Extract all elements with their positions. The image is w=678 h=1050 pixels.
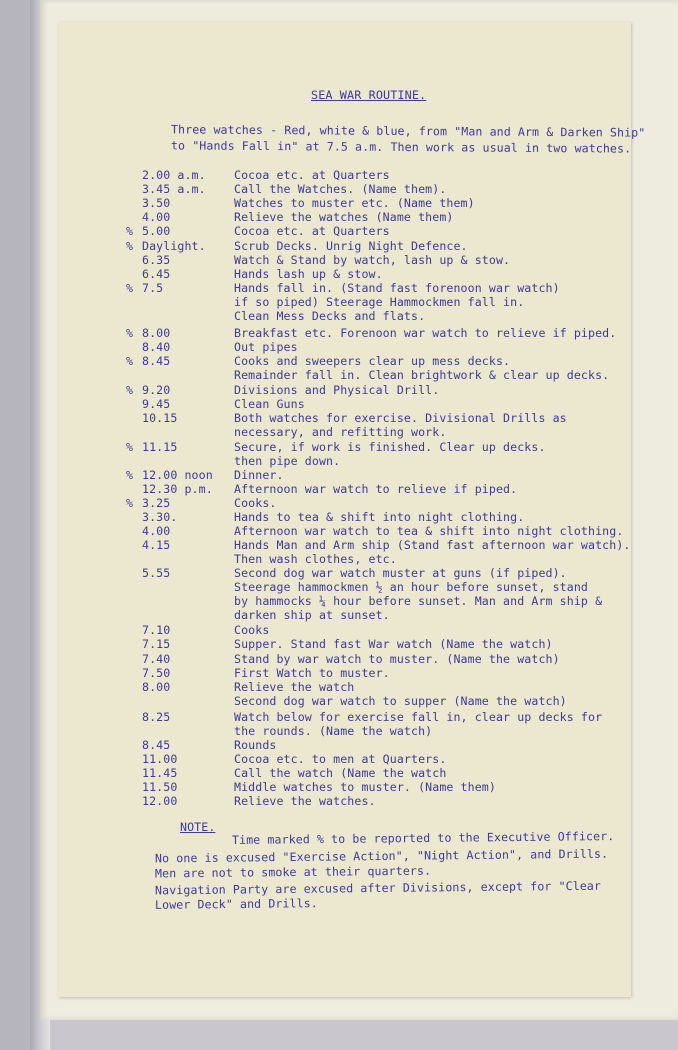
schedule-description: darken ship at sunset. bbox=[234, 608, 390, 622]
schedule-description: Stand by war watch to muster. (Name the watch) bbox=[234, 652, 560, 666]
report-mark: % bbox=[126, 383, 134, 397]
report-mark: % bbox=[126, 440, 134, 454]
schedule-time: 4.00 bbox=[142, 210, 171, 224]
schedule-description: Out pipes bbox=[234, 340, 298, 354]
schedule-row bbox=[126, 510, 631, 525]
schedule-row bbox=[126, 637, 631, 652]
schedule-time: 3.25 bbox=[142, 496, 171, 510]
schedule-time: 4.00 bbox=[142, 524, 171, 538]
schedule-description: Watch & Stand by watch, lash up & stow. bbox=[234, 253, 511, 267]
schedule-description: if so piped) Steerage Hammockmen fall in. bbox=[234, 295, 525, 309]
schedule-time: 3.45 a.m. bbox=[142, 182, 206, 196]
schedule-time: 7.15 bbox=[142, 637, 171, 651]
schedule-row bbox=[126, 267, 631, 282]
schedule-description: Afternoon war watch to relieve if piped. bbox=[234, 482, 518, 496]
schedule-description: Call the watch (Name the watch bbox=[234, 766, 447, 780]
intro-line-1: Three watches - Red, white & blue, from "Man and Arm & Darken Ship" bbox=[170, 122, 646, 140]
schedule-row bbox=[126, 354, 631, 382]
schedule-row bbox=[126, 168, 631, 183]
report-mark: % bbox=[126, 326, 134, 340]
schedule-time: 7.5 bbox=[142, 281, 164, 295]
report-mark: % bbox=[126, 496, 134, 510]
schedule-row bbox=[126, 766, 631, 781]
schedule-description: Steerage hammockmen ½ an hour before sunset, stand bbox=[234, 580, 589, 594]
schedule-time: 11.15 bbox=[142, 440, 178, 454]
schedule-description: Watch below for exercise fall in, clear up decks for bbox=[234, 710, 603, 724]
schedule-row bbox=[126, 496, 631, 511]
report-mark: % bbox=[126, 224, 134, 238]
schedule-description: Cocoa etc. to men at Quarters. bbox=[234, 752, 447, 766]
schedule-description: Both watches for exercise. Divisional Drills as bbox=[234, 411, 567, 425]
schedule-description: Hands lash up & stow. bbox=[234, 267, 383, 281]
schedule-time: 9.45 bbox=[142, 397, 171, 411]
schedule-time: 7.50 bbox=[142, 666, 171, 680]
report-mark: % bbox=[126, 281, 134, 295]
report-mark: % bbox=[126, 354, 134, 368]
schedule-description: Cocoa etc. at Quarters bbox=[234, 168, 390, 182]
report-mark: % bbox=[126, 468, 134, 482]
schedule-row bbox=[126, 182, 631, 197]
schedule-time: 2.00 a.m. bbox=[142, 168, 206, 182]
schedule-time: 9.20 bbox=[142, 383, 171, 397]
schedule-description: Hands fall in. (Stand fast forenoon war watch) bbox=[234, 281, 560, 295]
schedule-description: First Watch to muster. bbox=[234, 666, 390, 680]
schedule-row bbox=[126, 680, 631, 708]
schedule-row bbox=[126, 224, 631, 239]
schedule-row bbox=[126, 281, 631, 323]
schedule-time: 8.00 bbox=[142, 680, 171, 694]
schedule-time: 3.30. bbox=[142, 510, 178, 524]
schedule-row bbox=[126, 397, 631, 412]
schedule-time: 12.00 noon bbox=[142, 468, 213, 482]
schedule-description: Hands Man and Arm ship (Stand fast afternoon war watch). bbox=[234, 538, 631, 552]
schedule-row bbox=[126, 623, 631, 638]
schedule-description: Divisions and Physical Drill. bbox=[234, 383, 440, 397]
schedule-description: by hammocks ¼ hour before sunset. Man and Arm ship & bbox=[234, 594, 603, 608]
schedule-description: Cooks and sweepers clear up mess decks. bbox=[234, 354, 511, 368]
schedule-time: 12.00 bbox=[142, 794, 178, 808]
note-label: NOTE. bbox=[180, 820, 216, 834]
report-mark: % bbox=[126, 239, 134, 253]
schedule-description: Watches to muster etc. (Name them) bbox=[234, 196, 475, 210]
schedule-time: 3.50 bbox=[142, 196, 171, 210]
schedule-row bbox=[126, 340, 631, 355]
schedule-description: Then wash clothes, etc. bbox=[234, 552, 397, 566]
schedule-description: then pipe down. bbox=[234, 454, 341, 468]
schedule-row bbox=[126, 738, 631, 753]
schedule-description: Scrub Decks. Unrig Night Defence. bbox=[234, 239, 468, 253]
schedule-description: Second dog war watch muster at guns (if piped). bbox=[234, 566, 567, 580]
schedule-row bbox=[126, 196, 631, 211]
schedule-row bbox=[126, 383, 631, 398]
schedule-description: Cocoa etc. at Quarters bbox=[234, 224, 390, 238]
schedule-description: Call the Watches. (Name them). bbox=[234, 182, 447, 196]
schedule-row bbox=[126, 326, 631, 341]
schedule-description: Rounds bbox=[234, 738, 277, 752]
schedule-description: necessary, and refitting work. bbox=[234, 425, 447, 439]
schedule-description: Relieve the watches (Name them) bbox=[234, 210, 454, 224]
schedule-row bbox=[126, 710, 631, 738]
schedule-time: 10.15 bbox=[142, 411, 178, 425]
schedule-row bbox=[126, 210, 631, 225]
schedule-row bbox=[126, 538, 631, 566]
schedule-time: Daylight. bbox=[142, 239, 206, 253]
schedule-time: 8.45 bbox=[142, 738, 171, 752]
typed-sheet bbox=[58, 22, 646, 997]
schedule-time: 11.45 bbox=[142, 766, 178, 780]
schedule-row bbox=[126, 468, 631, 483]
note-line-2: Men are not to smoke at their quarters. bbox=[154, 863, 432, 881]
schedule-description: the rounds. (Name the watch) bbox=[234, 724, 433, 738]
schedule-description: Relieve the watches. bbox=[234, 794, 376, 808]
schedule-time: 5.55 bbox=[142, 566, 171, 580]
schedule-time: 12.30 p.m. bbox=[142, 482, 213, 496]
schedule-row bbox=[126, 253, 631, 268]
schedule-row bbox=[126, 411, 631, 439]
schedule-description: Second dog war watch to supper (Name the watch) bbox=[234, 694, 567, 708]
schedule-time: 7.40 bbox=[142, 652, 171, 666]
schedule-time: 8.40 bbox=[142, 340, 171, 354]
schedule-time: 8.00 bbox=[142, 326, 171, 340]
schedule-description: Clean Guns bbox=[234, 397, 305, 411]
schedule-description: Breakfast etc. Forenoon war watch to relieve if piped. bbox=[234, 326, 617, 340]
schedule-time: 6.45 bbox=[142, 267, 171, 281]
schedule-time: 6.35 bbox=[142, 253, 171, 267]
schedule-row bbox=[126, 239, 631, 254]
schedule-description: Secure, if work is finished. Clear up decks. bbox=[234, 440, 546, 454]
schedule-time: 4.15 bbox=[142, 538, 171, 552]
schedule-row bbox=[126, 652, 631, 667]
schedule-description: Hands to tea & shift into night clothing. bbox=[234, 510, 525, 524]
schedule-row bbox=[126, 440, 631, 468]
note-line-1: No one is excused "Exercise Action", "Night Action", and Drills. bbox=[154, 846, 609, 866]
schedule-description: Cooks. bbox=[234, 496, 277, 510]
schedule-description: Cooks bbox=[234, 623, 270, 637]
intro-line-2: to "Hands Fall in" at 7.5 a.m. Then work as usual in two watches. bbox=[170, 138, 632, 156]
schedule-row bbox=[126, 566, 631, 622]
document-title: SEA WAR ROUTINE. bbox=[311, 88, 427, 102]
note-text: Time marked % to be reported to the Executive Officer. bbox=[231, 828, 615, 848]
schedule-row bbox=[126, 752, 631, 767]
schedule-row bbox=[126, 794, 631, 809]
schedule-description: Supper. Stand fast War watch (Name the watch) bbox=[234, 637, 553, 651]
schedule-description: Clean Mess Decks and flats. bbox=[234, 309, 426, 323]
note-line-3: Navigation Party are excused after Divisions, except for "Clear bbox=[154, 878, 602, 898]
schedule-time: 7.10 bbox=[142, 623, 171, 637]
schedule-time: 11.50 bbox=[142, 780, 178, 794]
schedule-row bbox=[126, 780, 631, 795]
schedule-time: 5.00 bbox=[142, 224, 171, 238]
schedule-time: 8.25 bbox=[142, 710, 171, 724]
schedule-description: Remainder fall in. Clean brightwork & clear up decks. bbox=[234, 368, 610, 382]
schedule-description: Dinner. bbox=[234, 468, 284, 482]
schedule-row bbox=[126, 666, 631, 681]
schedule-description: Afternoon war watch to tea & shift into night clothing. bbox=[234, 524, 624, 538]
schedule-row bbox=[126, 524, 631, 539]
schedule-description: Middle watches to muster. (Name them) bbox=[234, 780, 496, 794]
note-line-4: Lower Deck" and Drills. bbox=[154, 896, 318, 912]
schedule-row bbox=[126, 482, 631, 497]
schedule-time: 8.45 bbox=[142, 354, 171, 368]
schedule-description: Relieve the watch bbox=[234, 680, 355, 694]
schedule-time: 11.00 bbox=[142, 752, 178, 766]
